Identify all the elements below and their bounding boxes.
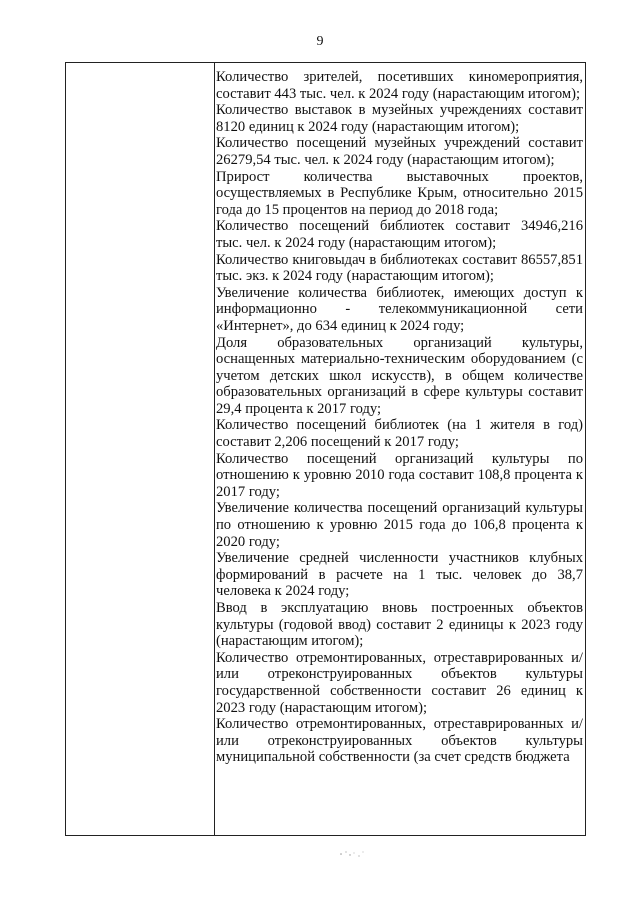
indicator-entry: Количество посещений музейных учреждений составит 26279,54 тыс. чел. к 2024 году (нарастающим итогом); <box>216 135 583 168</box>
indicator-entry: Ввод в эксплуатацию вновь построенных объектов культуры (годовой ввод) составит 2 единицы к 2023 году (нарастающим итогом); <box>216 600 583 650</box>
indicator-entry: Количество выставок в музейных учреждениях составит 8120 единиц к 2024 году (нарастающим итогом); <box>216 102 583 135</box>
indicator-entry: Прирост количества выставочных проектов, осуществляемых в Республике Крым, относительно 2015 года до 15 процентов на период до 2018 года; <box>216 168 583 218</box>
indicator-entry: Увеличение средней численности участников клубных формирований в расчете на 1 тыс. человек до 38,7 человека к 2024 году; <box>216 550 583 600</box>
indicator-entry: Количество отремонтированных, отреставрированных и/или отреконструированных объектов культуры муниципальной собственности (за счет средств бюджета <box>216 716 583 766</box>
indicator-entry: Доля образовательных организаций культуры, оснащенных материально-техническим оборудованием (с учетом детских школ искусств), в общем количестве образовательных организаций в сфере культуры составит 29,4 процента к 2017 году; <box>216 334 583 417</box>
indicator-entry: Количество зрителей, посетивших киномероприятия, составит 443 тыс. чел. к 2024 году (нарастающим итогом); <box>216 69 583 102</box>
page-number: 9 <box>316 34 324 49</box>
indicators-cell <box>216 69 583 766</box>
indicator-entry: Количество посещений библиотек (на 1 жителя в год) составит 2,206 посещений к 2017 году; <box>216 417 583 451</box>
indicator-entry: Увеличение количества библиотек, имеющих доступ к информационно - телекоммуникационной сети «Интернет», до 634 единиц к 2024 году; <box>216 284 583 334</box>
indicator-entry: Количество отремонтированных, отреставрированных и/или отреконструированных объектов культуры государственной собственности составит 26 единиц к 2023 году (нарастающим итогом); <box>216 649 583 716</box>
empty-left-cell <box>66 63 215 835</box>
indicator-entry: Количество посещений организаций культуры по отношению к уровню 2010 года составит 108,8 процента к 2017 году; <box>216 450 583 500</box>
scan-artifact <box>338 848 366 862</box>
indicator-entry: Количество посещений библиотек составит 34946,216 тыс. чел. к 2024 году (нарастающим итогом); <box>216 218 583 251</box>
indicator-table <box>65 62 586 836</box>
indicator-entry: Количество книговыдач в библиотеках составит 86557,851 тыс. экз. к 2024 году (нарастающим итогом); <box>216 251 583 285</box>
indicator-entry: Увеличение количества посещений организаций культуры по отношению к уровню 2015 года до 106,8 процента к 2020 году; <box>216 500 583 550</box>
